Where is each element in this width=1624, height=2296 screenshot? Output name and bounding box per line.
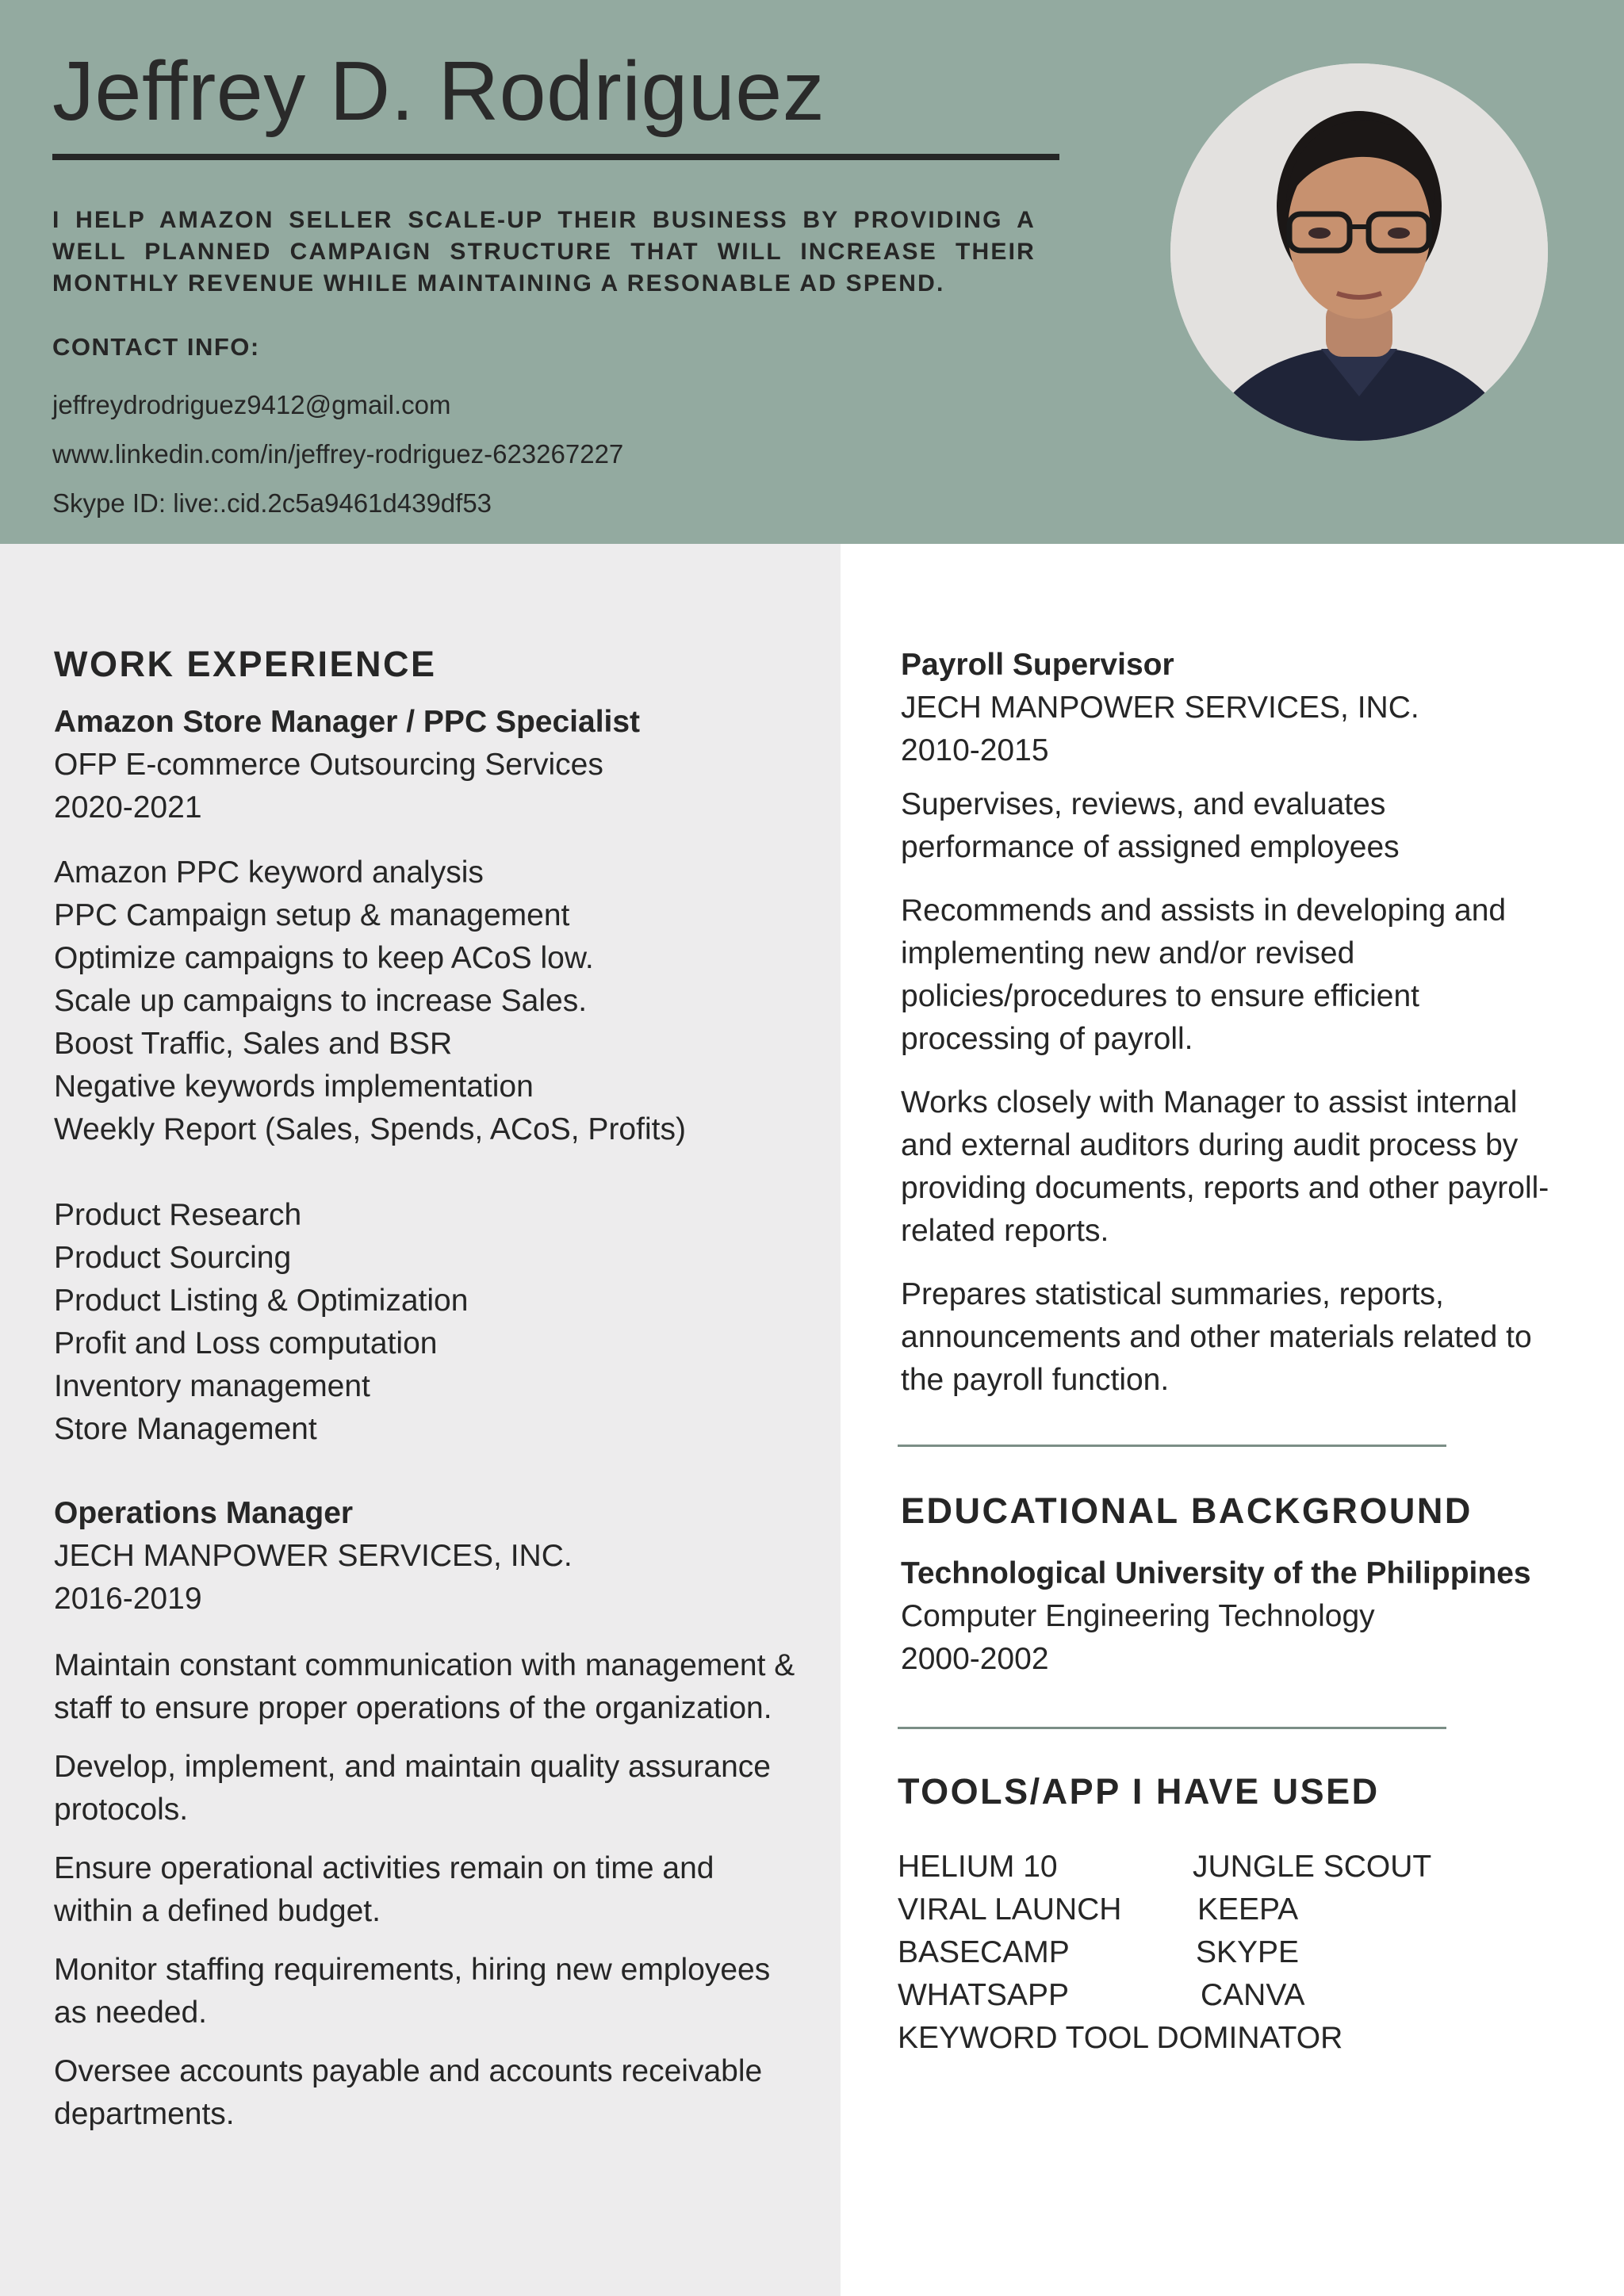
section-divider xyxy=(898,1727,1446,1729)
task-item: Product Listing & Optimization xyxy=(54,1284,469,1318)
tool-item: SKYPE xyxy=(1196,1935,1300,1969)
task-item: Profit and Loss computation xyxy=(54,1326,438,1360)
duty-list xyxy=(901,783,1567,1402)
duty-item: Ensure operational activities remain on time and within a defined budget. xyxy=(54,1851,714,1928)
duty-item: Recommends and assists in developing and implementing new and/or revised policies/procedures to ensure efficient processing of payroll. xyxy=(901,894,1507,1056)
task-item: Weekly Report (Sales, Spends, ACoS, Profits) xyxy=(54,1112,686,1146)
candidate-name: Jeffrey D. Rodriguez xyxy=(52,44,825,138)
tools-row xyxy=(898,1974,1564,2017)
profile-photo xyxy=(1170,63,1548,441)
task-item: Optimize campaigns to keep ACoS low. xyxy=(54,941,594,975)
email-link[interactable]: jeffreydrodriguez9412@gmail.com xyxy=(52,390,451,419)
company-name: JECH MANPOWER SERVICES, INC. xyxy=(54,1539,573,1573)
education-heading: EDUCATIONAL BACKGROUND xyxy=(901,1490,1473,1531)
education-years: 2000-2002 xyxy=(901,1642,1049,1676)
school-name: Technological University of the Philippines xyxy=(901,1556,1531,1590)
tools-section xyxy=(898,1771,1580,2055)
task-item: Boost Traffic, Sales and BSR xyxy=(54,1027,453,1061)
header-banner xyxy=(0,0,1624,544)
job-title: Operations Manager xyxy=(54,1496,354,1530)
task-item: Scale up campaigns to increase Sales. xyxy=(54,984,588,1018)
duty-item: Oversee accounts payable and accounts receivable departments. xyxy=(54,2054,763,2131)
job-amazon-store-manager xyxy=(54,701,815,1451)
tool-item: WHATSAPP xyxy=(898,1978,1069,2012)
profile-photo-illustration xyxy=(1170,63,1548,441)
task-item: Product Research xyxy=(54,1198,302,1232)
task-item: PPC Campaign setup & management xyxy=(54,898,570,932)
duty-list xyxy=(54,1644,799,2136)
duty-item: Monitor staffing requirements, hiring new employees as needed. xyxy=(54,1953,771,2030)
task-item: Inventory management xyxy=(54,1369,370,1403)
task-list-ppc xyxy=(54,851,815,1151)
education-section xyxy=(901,1490,1583,1681)
job-title: Amazon Store Manager / PPC Specialist xyxy=(54,705,641,739)
company-name: JECH MANPOWER SERVICES, INC. xyxy=(901,691,1419,725)
job-operations-manager xyxy=(54,1492,815,2136)
tool-item: HELIUM 10 xyxy=(898,1850,1058,1884)
job-years: 2016-2019 xyxy=(54,1582,202,1616)
tool-item: CANVA xyxy=(1201,1978,1305,2012)
tools-row xyxy=(898,1846,1564,1888)
duty-item: Supervises, reviews, and evaluates performance of assigned employees xyxy=(901,787,1400,864)
job-payroll-supervisor xyxy=(901,644,1567,1402)
company-name: OFP E-commerce Outsourcing Services xyxy=(54,748,603,782)
tagline: I HELP AMAZON SELLER SCALE-UP THEIR BUSINESS BY PROVIDING A WELL PLANNED CAMPAIGN STRUCTURE THAT WILL INCREASE THEIR MONTHLY REVENUE WHILE MAINTAINING A RESONABLE AD SPEND. xyxy=(52,207,1036,297)
linkedin-link[interactable]: www.linkedin.com/in/jeffrey-rodriguez-623267227 xyxy=(52,439,624,469)
work-experience-heading: WORK EXPERIENCE xyxy=(54,644,437,684)
duty-item: Works closely with Manager to assist internal and external auditors during audit process by providing documents, reports and other payroll-related reports. xyxy=(901,1085,1549,1248)
job-years: 2010-2015 xyxy=(901,733,1049,767)
tool-item: KEEPA xyxy=(1197,1892,1299,1927)
tools-heading: TOOLS/APP I HAVE USED xyxy=(898,1771,1380,1812)
tool-item: KEYWORD TOOL DOMINATOR xyxy=(898,2021,1343,2055)
tools-row xyxy=(898,1931,1564,1974)
tools-row xyxy=(898,2017,1564,2060)
tool-item: JUNGLE SCOUT xyxy=(1193,1850,1432,1884)
section-divider xyxy=(898,1445,1446,1447)
task-list-store xyxy=(54,1194,815,1451)
tool-item: BASECAMP xyxy=(898,1935,1070,1969)
name-underline xyxy=(52,154,1059,160)
course-name: Computer Engineering Technology xyxy=(901,1599,1375,1633)
job-title: Payroll Supervisor xyxy=(901,648,1174,682)
job-years: 2020-2021 xyxy=(54,790,202,825)
task-item: Negative keywords implementation xyxy=(54,1070,534,1104)
task-item: Amazon PPC keyword analysis xyxy=(54,855,484,890)
skype-id: Skype ID: live:.cid.2c5a9461d439df53 xyxy=(52,488,492,518)
duty-item: Maintain constant communication with management & staff to ensure proper operations of the organization. xyxy=(54,1648,795,1725)
task-item: Product Sourcing xyxy=(54,1241,292,1275)
tools-list xyxy=(898,1846,1564,2060)
tools-row xyxy=(898,1888,1564,1931)
work-experience-section xyxy=(54,644,815,2136)
duty-item: Prepares statistical summaries, reports, announcements and other materials related to the payroll function. xyxy=(901,1277,1532,1397)
task-item: Store Management xyxy=(54,1412,317,1446)
contact-info-heading: CONTACT INFO: xyxy=(52,333,260,361)
duty-item: Develop, implement, and maintain quality assurance protocols. xyxy=(54,1750,771,1827)
tool-item: VIRAL LAUNCH xyxy=(898,1892,1122,1927)
